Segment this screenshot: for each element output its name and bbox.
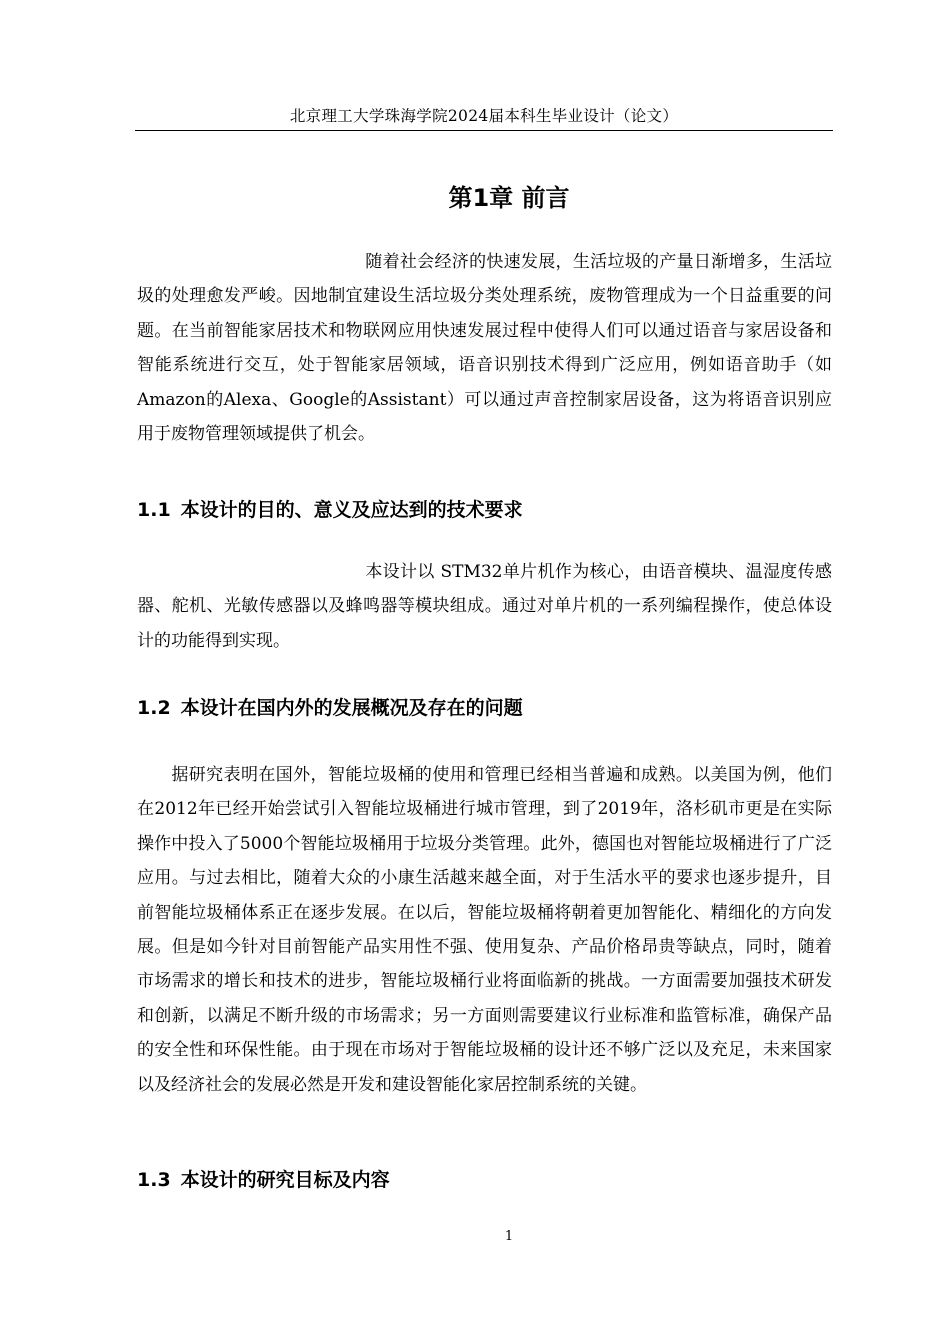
section-number: 1.1: [137, 499, 171, 521]
chapter-title: 第1章 前言: [448, 184, 570, 212]
section-number: 1.3: [137, 1169, 171, 1191]
header-rule: [135, 130, 833, 131]
section-1-2-paragraph-text: 据研究表明在国外，智能垃圾桶的使用和管理已经相当普遍和成熟。以美国为例，他们在2012年已经开始尝试引入智能垃圾桶进行城市管理，到了2019年，洛杉矶市更是在实际操作中投入了5000个智能垃圾桶用于垃圾分类管理。此外，德国也对智能垃圾桶进行了广泛应用。与过去相比，随着大众的小康生活越来越全面，对于生活水平的要求也逐步提升，目前智能垃圾桶体系正在逐步发展。在以后，智能垃圾桶将朝着更加智能化、精细化的方向发展。但是如今针对目前智能产品实用性不强、使用复杂、产品价格昂贵等缺点，同时，随着市场需求的增长和技术的进步，智能垃圾桶行业将面临新的挑战。一方面需要加强技术研发和创新，以满足不断升级的市场需求；另一方面则需要建议行业标准和监管标准，确保产品的安全性和环保性能。由于现在市场对于智能垃圾桶的设计还不够广泛以及充足，未来国家以及经济社会的发展必然是开发和建设智能化家居控制系统的关键。: [137, 765, 832, 1095]
section-1-2-paragraph: [137, 758, 832, 1102]
section-title: 本设计的研究目标及内容: [180, 1169, 390, 1191]
section-1-1-paragraph-text: 本设计以 STM32单片机作为核心，由语音模块、温湿度传感器、舵机、光敏传感器以及蜂鸣器等模块组成。通过对单片机的一系列编程操作，使总体设计的功能得到实现。: [137, 562, 832, 651]
section-heading-1-2: [137, 694, 832, 722]
section-title: 本设计的目的、意义及应达到的技术要求: [180, 499, 523, 521]
section-heading-1-3: [137, 1166, 832, 1194]
section-number: 1.2: [137, 697, 171, 719]
intro-paragraph-text: 随着社会经济的快速发展，生活垃圾的产量日渐增多，生活垃圾的处理愈发严峻。因地制宜建设生活垃圾分类处理系统，废物管理成为一个日益重要的问题。在当前智能家居技术和物联网应用快速发展过程中使得人们可以通过语音与家居设备和智能系统进行交互，处于智能家居领域，语音识别技术得到广泛应用，例如语音助手（如Amazon的Alexa、Google的Assistant）可以通过声音控制家居设备，这为将语音识别应用于废物管理领域提供了机会。: [137, 252, 832, 445]
running-header: 北京理工大学珠海学院2024届本科生毕业设计（论文）: [289, 107, 679, 125]
intro-paragraph: [137, 245, 832, 451]
page-number: 1: [504, 1229, 514, 1244]
section-1-1-paragraph: [137, 555, 832, 658]
section-title: 本设计在国内外的发展概况及存在的问题: [180, 697, 523, 719]
section-heading-1-1: [137, 496, 832, 524]
